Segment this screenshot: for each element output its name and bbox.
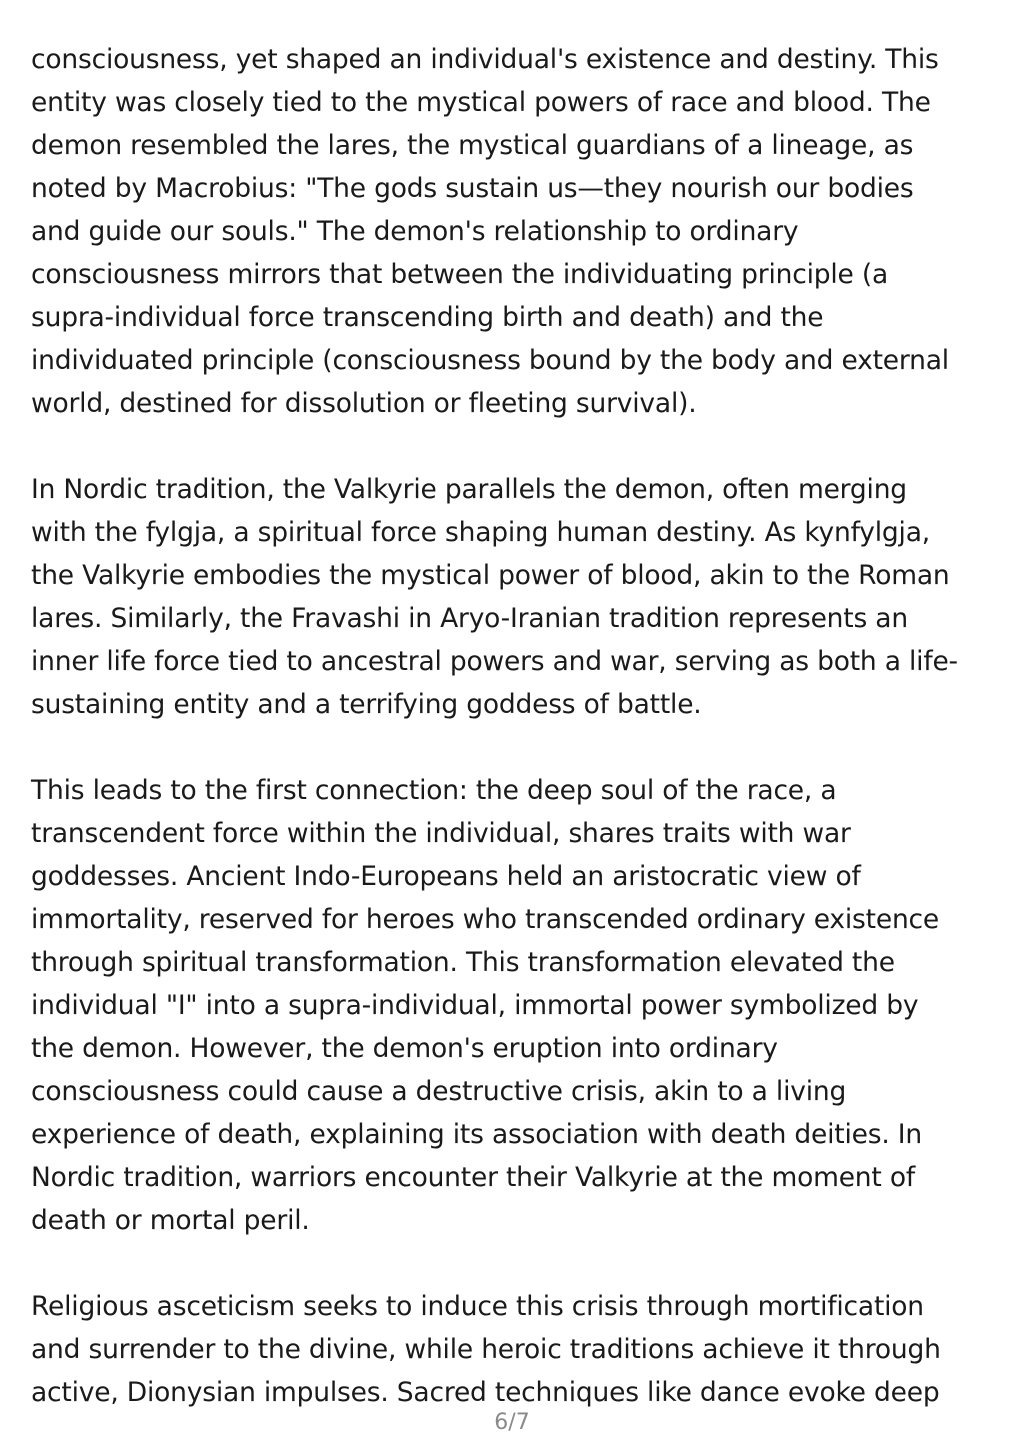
paragraph-3: This leads to the first connection: the deep soul of the race, a transcendent force within the individual, shares traits with war goddesses. Ancient Indo-Europeans held an aristocratic view of immortality, reserved for heroes who transcended ordinary existence through spiritual transformation. This transformation elevated the individual "I" into a supra-individual, immortal power symbolized by the demon. However, the demon's eruption into ordinary consciousness could cause a destructive crisis, akin to a living experience of death, explaining its association with death deities. In Nordic tradition, warriors encounter their Valkyrie at the moment of death or mortal peril. [31, 775, 940, 1236]
paragraph-4: Religious asceticism seeks to induce this crisis through mortification and surrender to the divine, while heroic traditions achieve it through active, Dionysian impulses. Sacred techniques like dance evoke deep [31, 1291, 941, 1408]
paragraph-2: In Nordic tradition, the Valkyrie parallels the demon, often merging with the fylgja, a spiritual force shaping human destiny. As kynfylgja, the Valkyrie embodies the mystical power of blood, akin to the Roman lares. Similarly, the Fravashi in Aryo-Iranian tradition represents an inner life force tied to ancestral powers and war, serving as both a life- sustaining entity and a terrifying goddess of battle. [31, 474, 958, 720]
page-number-indicator: 6/7 [494, 1410, 530, 1435]
document-body [31, 38, 993, 1414]
paragraph-1: consciousness, yet shaped an individual's existence and destiny. This entity was closely tied to the mystical powers of race and blood. The demon resembled the lares, the mystical guardians of a lineage, as noted by Macrobius: "The gods sustain us—they nourish our bodies and guide our souls." The demon's relationship to ordinary consciousness mirrors that between the individuating principle (a supra-individual force transcending birth and death) and the individuated principle (consciousness bound by the body and external world, destined for dissolution or fleeting survival). [31, 44, 949, 419]
